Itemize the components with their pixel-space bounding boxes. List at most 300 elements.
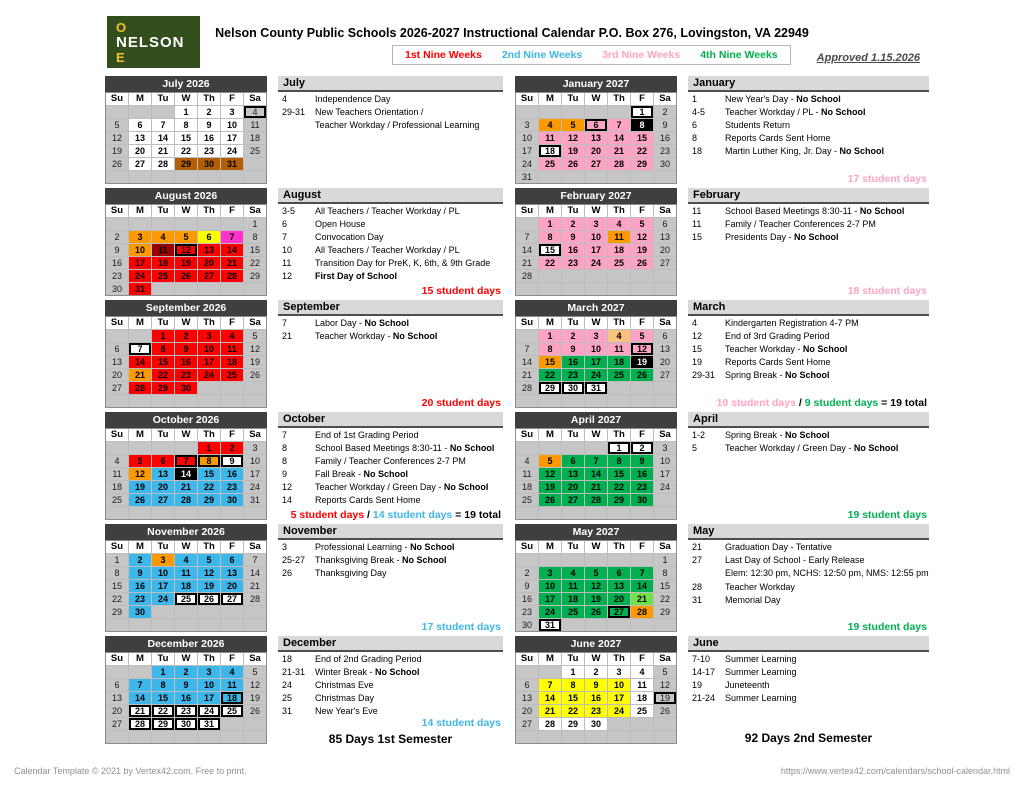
day-cell: 3 — [244, 442, 266, 454]
day-cell: 12 — [198, 567, 220, 579]
day-cell: 1 — [608, 442, 630, 454]
month-notes — [278, 188, 503, 297]
legend-item: 1st Nine Weeks — [405, 49, 482, 61]
month-calendar-title: August 2026 — [105, 188, 267, 204]
day-of-week-header: M — [539, 541, 561, 553]
legend-item: 3rd Nine Weeks — [602, 49, 681, 61]
note-text: Family / Teacher Conferences 2-7 PM — [725, 218, 876, 229]
note-text: All Teachers / Teacher Workday / PL — [315, 205, 460, 216]
note-date: 24 — [282, 679, 293, 690]
day-cell: 18 — [631, 692, 653, 704]
day-cell: 7 — [175, 455, 197, 467]
calendar-grid — [105, 204, 267, 296]
note-date: 14-17 — [692, 666, 716, 677]
note-text: Fall Break - No School — [315, 468, 409, 479]
month-calendar — [105, 524, 267, 632]
day-cell — [244, 507, 266, 519]
day-cell: 28 — [516, 270, 538, 282]
month-calendar-title: October 2026 — [105, 412, 267, 428]
spacer — [688, 704, 929, 728]
day-of-week-header: W — [175, 653, 197, 665]
note-date: 6 — [282, 218, 288, 229]
day-cell: 5 — [631, 218, 653, 230]
note-row — [278, 495, 503, 507]
month-calendar — [515, 300, 677, 408]
day-cell — [221, 395, 243, 407]
month-calendar-title: April 2027 — [515, 412, 677, 428]
day-cell: 26 — [539, 494, 561, 506]
day-cell: 9 — [175, 679, 197, 691]
note-text: Thanksgiving Break - No School — [315, 554, 447, 565]
day-cell: 9 — [516, 580, 538, 592]
note-row — [688, 219, 929, 231]
day-cell — [539, 395, 561, 407]
day-cell — [106, 731, 128, 743]
note-text: Labor Day - No School — [315, 317, 410, 328]
day-cell: 5 — [198, 554, 220, 566]
day-cell: 12 — [244, 679, 266, 691]
day-cell: 19 — [631, 244, 653, 256]
day-cell: 4 — [562, 567, 584, 579]
nine-weeks-legend — [392, 45, 791, 65]
notes-month-label: May — [688, 524, 929, 540]
day-of-week-header: Th — [198, 541, 220, 553]
calendar-grid — [105, 316, 267, 408]
day-cell: 2 — [175, 330, 197, 342]
summary-segment: 17 student days — [847, 173, 927, 185]
day-of-week-header: Su — [106, 653, 128, 665]
day-of-week-header: W — [175, 317, 197, 329]
day-cell — [562, 619, 584, 631]
day-cell — [539, 171, 561, 183]
day-of-week-header: Th — [198, 429, 220, 441]
day-cell — [152, 619, 174, 631]
day-cell: 22 — [244, 257, 266, 269]
month-notes — [688, 412, 929, 521]
day-cell: 16 — [631, 468, 653, 480]
day-cell: 20 — [198, 257, 220, 269]
day-cell: 1 — [152, 330, 174, 342]
day-cell: 2 — [654, 106, 676, 118]
day-cell: 27 — [654, 257, 676, 269]
day-cell — [244, 382, 266, 394]
note-date: 21 — [282, 330, 293, 341]
day-cell: 24 — [654, 481, 676, 493]
student-days-summary — [278, 285, 503, 297]
day-cell — [152, 731, 174, 743]
day-cell: 19 — [106, 145, 128, 157]
day-cell — [221, 382, 243, 394]
month-notes — [688, 636, 929, 745]
day-cell — [516, 554, 538, 566]
day-cell: 22 — [152, 705, 174, 717]
day-cell: 19 — [244, 692, 266, 704]
day-cell: 13 — [106, 692, 128, 704]
note-date: 21-24 — [692, 692, 716, 703]
day-cell: 18 — [106, 481, 128, 493]
day-cell: 23 — [631, 481, 653, 493]
day-cell — [562, 731, 584, 743]
note-date: 31 — [692, 595, 703, 605]
day-cell: 13 — [608, 580, 630, 592]
legend-item: 2nd Nine Weeks — [501, 49, 583, 61]
note-text: Spring Break - No School — [725, 369, 830, 380]
note-text: Memorial Day — [725, 595, 781, 605]
note-row — [278, 271, 503, 283]
note-text: Professional Learning - No School — [315, 541, 455, 552]
day-cell: 23 — [562, 369, 584, 381]
day-cell: 21 — [608, 145, 630, 157]
day-cell: 22 — [198, 481, 220, 493]
note-text: Teacher Workday — [725, 582, 795, 592]
day-cell: 31 — [221, 158, 243, 170]
day-cell — [129, 395, 151, 407]
day-cell — [654, 731, 676, 743]
day-cell: 1 — [654, 554, 676, 566]
day-cell: 28 — [608, 158, 630, 170]
day-cell — [221, 283, 243, 295]
month-may — [515, 524, 929, 636]
day-cell: 12 — [631, 231, 653, 243]
day-cell — [152, 606, 174, 618]
month-november — [105, 524, 503, 636]
day-cell: 7 — [516, 231, 538, 243]
day-cell — [585, 442, 607, 454]
note-text: Summer Learning — [725, 653, 797, 664]
day-cell — [539, 283, 561, 295]
month-notes — [688, 76, 929, 185]
student-days-summary — [688, 173, 929, 185]
day-cell: 9 — [562, 231, 584, 243]
note-text: Open House — [315, 218, 366, 229]
day-cell: 20 — [106, 705, 128, 717]
day-of-week-header: W — [585, 317, 607, 329]
day-of-week-header: M — [539, 653, 561, 665]
summary-segment: / — [795, 397, 805, 409]
note-date: 9 — [282, 468, 288, 479]
day-cell — [631, 554, 653, 566]
day-cell: 21 — [539, 705, 561, 717]
day-cell: 26 — [631, 369, 653, 381]
note-row — [278, 318, 503, 330]
note-text: School Based Meetings 8:30-11 - No School — [315, 442, 495, 453]
day-cell: 28 — [129, 382, 151, 394]
day-of-week-header: W — [585, 205, 607, 217]
day-cell — [244, 731, 266, 743]
note-text: Reports Cards Sent Home — [725, 132, 831, 143]
notes-month-label: March — [688, 300, 929, 316]
day-cell: 28 — [539, 718, 561, 730]
note-text: Martin Luther King, Jr. Day - No School — [725, 145, 885, 156]
day-of-week-header: Tu — [562, 317, 584, 329]
note-date: 29-31 — [692, 369, 716, 380]
note-text: Convocation Day — [315, 231, 384, 242]
day-cell: 17 — [539, 593, 561, 605]
day-cell: 7 — [221, 231, 243, 243]
summary-segment: 20 student days — [421, 397, 501, 409]
day-cell: 24 — [516, 158, 538, 170]
day-cell: 22 — [608, 481, 630, 493]
day-cell: 28 — [516, 382, 538, 394]
day-cell: 8 — [244, 231, 266, 243]
day-cell: 6 — [106, 343, 128, 355]
day-cell: 28 — [129, 718, 151, 730]
note-date: 4 — [282, 93, 288, 104]
day-cell: 21 — [129, 369, 151, 381]
day-cell: 11 — [562, 580, 584, 592]
day-cell: 18 — [516, 481, 538, 493]
note-text: Teacher Workday - No School — [315, 330, 438, 341]
note-row — [278, 568, 503, 580]
day-of-week-header: F — [631, 205, 653, 217]
note-row — [688, 582, 929, 594]
day-cell — [539, 507, 561, 519]
day-cell: 19 — [539, 481, 561, 493]
day-cell — [106, 666, 128, 678]
note-row — [688, 232, 929, 244]
day-cell: 9 — [106, 244, 128, 256]
day-cell: 26 — [654, 705, 676, 717]
day-cell — [654, 283, 676, 295]
day-cell: 17 — [585, 244, 607, 256]
calendar-grid — [105, 428, 267, 520]
day-cell: 28 — [152, 158, 174, 170]
day-cell: 24 — [152, 593, 174, 605]
day-cell — [654, 382, 676, 394]
day-of-week-header: Th — [608, 317, 630, 329]
note-date: 25 — [282, 692, 293, 703]
summary-segment: = 19 total — [878, 397, 927, 409]
day-of-week-header: Su — [106, 541, 128, 553]
month-notes — [688, 524, 929, 633]
day-cell: 30 — [106, 283, 128, 295]
day-cell: 30 — [631, 494, 653, 506]
note-date: 27 — [692, 554, 703, 565]
day-cell: 3 — [608, 666, 630, 678]
day-cell — [539, 554, 561, 566]
day-cell — [198, 218, 220, 230]
day-cell: 3 — [221, 106, 243, 118]
spacer — [688, 381, 929, 397]
note-row — [688, 331, 929, 343]
day-cell: 12 — [244, 343, 266, 355]
nelson-logo — [107, 16, 200, 68]
day-cell: 15 — [152, 356, 174, 368]
day-cell: 16 — [175, 692, 197, 704]
day-of-week-header: F — [631, 653, 653, 665]
day-cell: 24 — [129, 270, 151, 282]
day-cell — [608, 283, 630, 295]
note-row — [278, 430, 503, 442]
day-cell: 25 — [221, 369, 243, 381]
day-cell: 13 — [562, 468, 584, 480]
day-cell: 30 — [175, 718, 197, 730]
logo-line-nelson: NELSON — [116, 34, 185, 51]
day-cell: 18 — [562, 593, 584, 605]
day-cell — [562, 283, 584, 295]
day-of-week-header: Su — [106, 429, 128, 441]
day-cell — [631, 731, 653, 743]
spacer — [278, 131, 503, 185]
day-of-week-header: Sa — [244, 93, 266, 105]
note-text: Summer Learning — [725, 692, 797, 703]
day-cell: 27 — [106, 382, 128, 394]
note-row — [688, 133, 929, 145]
day-cell: 17 — [608, 692, 630, 704]
day-cell: 4 — [221, 330, 243, 342]
day-cell — [175, 619, 197, 631]
day-cell: 8 — [106, 567, 128, 579]
day-cell: 16 — [175, 356, 197, 368]
month-calendar — [105, 76, 267, 184]
note-row — [278, 219, 503, 231]
note-date: 7 — [282, 231, 288, 242]
day-cell: 24 — [198, 705, 220, 717]
day-of-week-header: F — [631, 317, 653, 329]
summary-segment: 10 student days — [716, 397, 796, 409]
note-date: 26 — [282, 567, 293, 578]
day-of-week-header: Th — [608, 653, 630, 665]
day-of-week-header: Tu — [152, 429, 174, 441]
note-date: 1 — [692, 93, 698, 104]
day-cell: 20 — [152, 481, 174, 493]
student-days-summary — [278, 717, 503, 729]
day-cell: 22 — [631, 145, 653, 157]
day-cell: 8 — [152, 343, 174, 355]
day-cell — [152, 171, 174, 183]
day-cell: 21 — [516, 369, 538, 381]
semester-total: 92 Days 2nd Semester — [744, 731, 873, 745]
day-cell: 5 — [562, 119, 584, 131]
day-of-week-header: M — [129, 541, 151, 553]
day-cell: 15 — [198, 468, 220, 480]
day-cell — [631, 382, 653, 394]
day-cell — [654, 619, 676, 631]
day-cell: 18 — [608, 244, 630, 256]
note-date: 12 — [282, 481, 293, 492]
day-cell: 3 — [654, 442, 676, 454]
day-cell: 19 — [244, 356, 266, 368]
month-calendar-title: January 2027 — [515, 76, 677, 92]
day-cell: 3 — [539, 567, 561, 579]
day-cell — [175, 731, 197, 743]
day-cell: 26 — [562, 158, 584, 170]
day-cell: 3 — [585, 330, 607, 342]
day-cell: 2 — [198, 106, 220, 118]
day-cell — [175, 507, 197, 519]
day-cell — [608, 731, 630, 743]
day-of-week-header: Sa — [244, 205, 266, 217]
notes-month-label: December — [278, 636, 503, 652]
day-cell: 30 — [562, 382, 584, 394]
day-cell: 25 — [539, 158, 561, 170]
month-calendar-title: December 2026 — [105, 636, 267, 652]
day-cell: 19 — [175, 257, 197, 269]
day-cell: 15 — [562, 692, 584, 704]
note-text: Presidents Day - No School — [725, 231, 839, 242]
day-cell: 9 — [654, 119, 676, 131]
note-row — [278, 245, 503, 257]
day-cell: 27 — [562, 494, 584, 506]
day-cell: 8 — [539, 343, 561, 355]
note-row — [688, 555, 929, 567]
day-cell — [106, 619, 128, 631]
day-of-week-header: Tu — [152, 317, 174, 329]
day-cell: 4 — [539, 119, 561, 131]
day-cell: 13 — [585, 132, 607, 144]
day-cell: 29 — [198, 494, 220, 506]
day-cell: 23 — [198, 145, 220, 157]
day-of-week-header: Tu — [152, 541, 174, 553]
day-cell — [106, 395, 128, 407]
day-cell — [516, 507, 538, 519]
day-of-week-header: M — [539, 317, 561, 329]
day-of-week-header: F — [221, 205, 243, 217]
day-cell: 29 — [244, 270, 266, 282]
note-date — [688, 568, 725, 580]
day-of-week-header: M — [539, 93, 561, 105]
day-cell: 1 — [244, 218, 266, 230]
day-cell: 16 — [129, 580, 151, 592]
day-cell — [106, 330, 128, 342]
day-cell: 10 — [654, 455, 676, 467]
day-cell — [539, 106, 561, 118]
day-cell: 16 — [106, 257, 128, 269]
note-text: Juneteenth — [725, 679, 770, 690]
note-row — [688, 443, 929, 455]
day-cell: 22 — [152, 369, 174, 381]
spacer — [688, 157, 929, 173]
day-of-week-header: Su — [516, 205, 538, 217]
note-date: 29-31 — [282, 106, 306, 117]
note-text: New Year's Day - No School — [725, 93, 841, 104]
day-cell: 14 — [129, 356, 151, 368]
day-of-week-header: F — [221, 429, 243, 441]
note-row — [278, 555, 503, 567]
day-cell: 6 — [654, 330, 676, 342]
day-of-week-header: Sa — [654, 317, 676, 329]
day-cell: 1 — [539, 330, 561, 342]
day-cell: 1 — [198, 442, 220, 454]
day-cell: 6 — [221, 554, 243, 566]
day-cell — [585, 731, 607, 743]
day-cell: 28 — [585, 494, 607, 506]
note-date: 25-27 — [282, 554, 306, 565]
day-cell: 7 — [539, 679, 561, 691]
day-cell: 26 — [198, 593, 220, 605]
day-cell: 15 — [631, 132, 653, 144]
day-of-week-header: Th — [608, 93, 630, 105]
day-cell: 1 — [539, 218, 561, 230]
day-cell: 14 — [539, 692, 561, 704]
day-cell: 26 — [175, 270, 197, 282]
month-calendar — [515, 188, 677, 296]
day-of-week-header: Su — [516, 429, 538, 441]
note-text: Transition Day for PreK, K, 6th, & 9th Grade — [315, 257, 491, 268]
note-text: Students Return — [725, 119, 791, 130]
day-of-week-header: M — [129, 653, 151, 665]
day-cell — [198, 395, 220, 407]
day-cell: 15 — [106, 580, 128, 592]
day-cell: 21 — [516, 257, 538, 269]
month-calendar-title: November 2026 — [105, 524, 267, 540]
calendar-grid — [515, 652, 677, 744]
note-row — [278, 680, 503, 692]
day-cell — [585, 283, 607, 295]
day-cell: 25 — [152, 270, 174, 282]
day-of-week-header: Tu — [562, 429, 584, 441]
day-cell: 30 — [654, 158, 676, 170]
